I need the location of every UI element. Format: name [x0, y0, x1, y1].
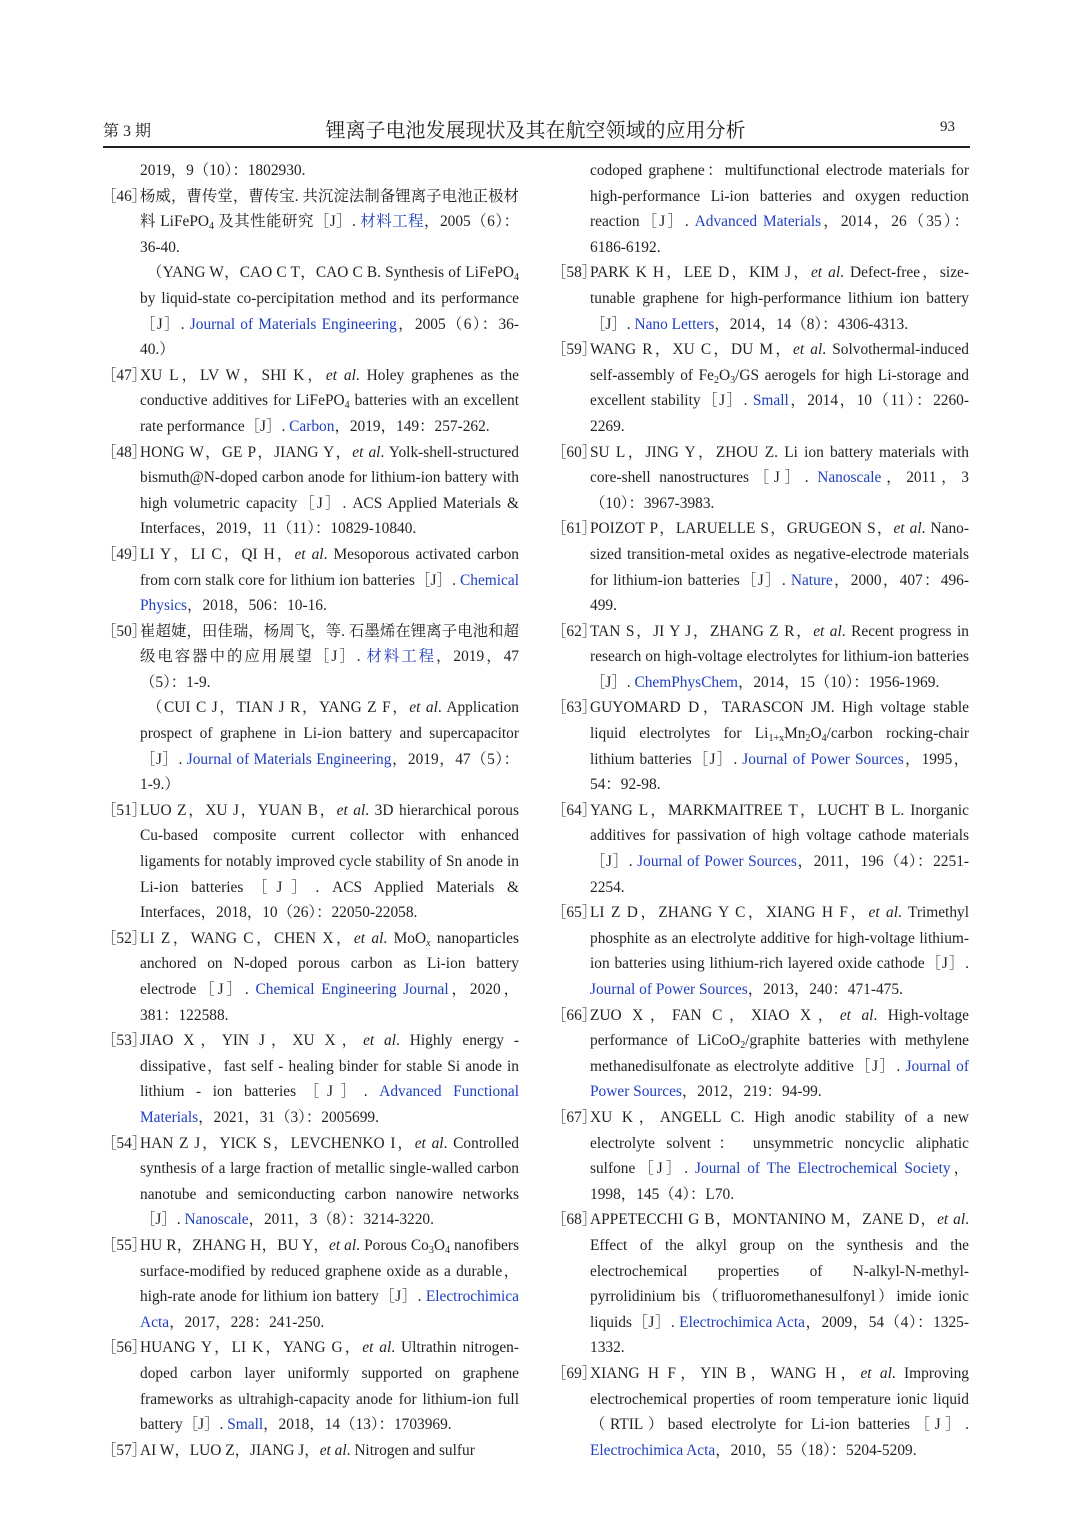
journal-link[interactable]: Nanoscale	[817, 469, 882, 487]
journal-link[interactable]: Nano Letters	[634, 315, 715, 333]
journal-link[interactable]: Journal of Power Sources	[590, 1057, 969, 1101]
journal-link[interactable]: Journal of Power Sources	[742, 750, 904, 768]
reference-66: ［66］ ZUO X，FAN C，XIAO X，et al. High-voltage performance of LiCoO$_2$/graphite batteries with methylene methanedisulfonate as electrolyte additive［J］. Journal of Power Sources，2012，219：94-99.	[551, 1006, 969, 1101]
reference-69: ［69］ XIANG H F，YIN B，WANG H，et al. Improving electrochemical properties of room temperature ionic liquid（RTIL）based electrolyte for Li-ion batteries［J］. Electrochimica Acta，2010，55（18）：5204-5209.	[551, 1364, 970, 1459]
reference-50: ［50］ 崔超婕，田佳瑞，杨周飞，等. 石墨烯在锂离子电池和超级电容器中的应用展望［J］. 材料工程，2019，47（5）：1-9.	[101, 622, 519, 691]
page-number: 93	[940, 119, 955, 135]
reference-57-continuation: codoped graphene：multifunctional electrode materials for high-performance Li-ion batteries and oxygen reduction reaction［J］. Advanced Materials，2014，26（35）：6186-6192.	[590, 162, 970, 256]
reference-60: ［60］ SU L，JING Y，ZHOU Z. Li ion battery materials with core-shell nanostructures［J］. Nanoscale，2011，3（10）：3967-3983.	[551, 443, 969, 512]
reference-55: ［55］ HU R，ZHANG H，BU Y，et al. Porous $Co_3O_4$ nanofibers surface-modified by reduced graphene oxide as a durable，high-rate anode for lithium ion battery［J］. Electrochimica Acta，2017，228：241-250.	[101, 1236, 519, 1331]
journal-link[interactable]: Nanoscale	[184, 1211, 249, 1229]
reference-56: ［56］ HUANG Y，LI K，YANG G，et al. Ultrathin nitrogen-doped carbon layer uniformly supported on graphene frameworks as ultrahigh-capacity anode for lithium-ion full battery［J］. Small，2018，14（13）：1703969.	[101, 1339, 519, 1434]
reference-47: ［47］ XU L，LV W，SHI K，et al. Holey graphenes as the conductive additives for LiFePO$_4$ batteries with an excellent rate performance［J］. Carbon，2019，149：257-262.	[101, 366, 519, 435]
reference-68: ［68］ APPETECCHI G B，MONTANINO M，ZANE D，et al. Effect of the alkyl group on the synthesis and the electrochemical properties of N-alkyl-N-methyl-pyrrolidinium bis（trifluoromethanesulfonyl）imide ionic liquids［J］. Electrochimica Acta，2009，54（4）：1325-1332.	[551, 1211, 969, 1357]
reference-62: ［62］ TAN S，JI Y J，ZHANG Z R，et al. Recent progress in research on high-voltage electrolytes for lithium-ion batteries［J］. ChemPhysChem，2014，15（10）：1956-1969.	[551, 622, 969, 691]
journal-link[interactable]: Journal of The Electrochemical Society	[695, 1160, 951, 1178]
journal-link[interactable]: ChemPhysChem	[634, 673, 738, 691]
reference-46: ［46］ 杨威，曹传堂，曹传宝. 共沉淀法制备锂离子电池正极材料 LiFePO$_4$ 及其性能研究［J］. 材料工程，2005（6）：36-40.	[101, 187, 519, 256]
journal-link[interactable]: Electrochimica Acta	[140, 1288, 519, 1331]
reference-45-continuation: 2019，9（10）：1802930.	[140, 162, 306, 179]
reference-57: ［57］ AI W，LUO Z，JIANG J，et al. Nitrogen and sulfur	[101, 1441, 475, 1459]
reference-67: ［67］ XU K，ANGELL C. High anodic stability of a new electrolyte solvent： unsymmetric noncyclic aliphatic sulfone［J］. Journal of The Electrochemical Society，1998，145（4）：L70.	[551, 1108, 969, 1203]
journal-link[interactable]: Chemical Physics	[140, 571, 519, 615]
reference-46-translation: （YANG W，CAO C T，CAO C B. Synthesis of LiFePO$_4$ by liquid-state co-percipitation method and its performance［J］. Journal of Materials Engineering，2005（6）：36-40.）	[140, 264, 519, 359]
reference-50-translation: （CUI C J，TIAN J R，YANG Z F，et al. Application prospect of graphene in Li-ion battery and supercapacitor［J］. Journal of Materials Engineering，2019，47（5）：1-9.）	[140, 699, 520, 794]
issue-label: 第 3 期	[103, 123, 152, 140]
reference-48: ［48］ HONG W，GE P，JIANG Y，et al. Yolk-shell-structured bismuth@N-doped carbon anode for lithium-ion battery with high volumetric capacity［J］. ACS Applied Materials & Interfaces，2019，11（11）：10829-10840.	[101, 443, 519, 538]
journal-link[interactable]: Small	[752, 392, 789, 410]
reference-59: ［59］ WANG R，XU C，DU M，et al. Solvothermal-induced self-assembly of $Fe_2O_3/GS$ aerogels for high Li-storage and excellent stability［J］. Small，2014，10（11）：2260-2269.	[551, 341, 969, 435]
journal-link[interactable]: Journal of Materials Engineering	[186, 750, 392, 768]
journal-link[interactable]: Advanced Materials	[694, 213, 822, 231]
journal-link[interactable]: Electrochimica Acta	[679, 1313, 805, 1331]
running-title: 锂离子电池发展现状及其在航空领域的应用分析	[325, 120, 746, 142]
reference-63: ［63］ GUYOMARD D，TARASCON JM. High voltage stable liquid electrolytes for $Li_{1+x}Mn_2O_4$/carbon rocking-chair lithium batteries［J］. Journal of Power Sources，1995，54：92-98.	[551, 699, 969, 794]
journal-link[interactable]: Electrochimica Acta	[590, 1441, 716, 1459]
journal-link[interactable]: Chemical Engineering Journal	[255, 981, 449, 998]
reference-54: ［54］ HAN Z J，YICK S，LEVCHENKO I，et al. Controlled synthesis of a large fraction of metallic single-walled carbon nanotube and semiconducting carbon nanowire networks［J］. Nanoscale，2011，3（8）：3214-3220.	[101, 1134, 519, 1229]
reference-49: ［49］ LI Y，LI C，QI H，et al. Mesoporous activated carbon from corn stalk core for lithium ion batteries［J］. Chemical Physics，2018，506：10-16.	[101, 545, 519, 615]
header-rule	[103, 146, 970, 148]
journal-link[interactable]: 材料工程	[360, 213, 425, 231]
journal-link[interactable]: Journal of Power Sources	[590, 981, 748, 998]
reference-52: ［52］ LI Z，WANG C，CHEN X，et al. MoO$_x$ nanoparticles anchored on N-doped porous carbon as Li-ion battery electrode［J］. Chemical Engineering Journal，2020，381：122588.	[101, 929, 519, 1024]
journal-link[interactable]: Journal of Power Sources	[637, 853, 797, 871]
reference-58: ［58］ PARK K H，LEE D，KIM J，et al. Defect-free，size-tunable graphene for high-performance lithium ion battery［J］. Nano Letters，2014，14（8）：4306-4313.	[551, 264, 969, 333]
journal-link[interactable]: Journal of Materials Engineering	[189, 315, 397, 333]
journal-link[interactable]: Carbon	[289, 417, 335, 435]
right-column	[551, 158, 969, 1463]
left-column	[101, 158, 519, 1463]
reference-61: ［61］ POIZOT P，LARUELLE S，GRUGEON S，et al. Nano-sized transition-metal oxides as negative-electrode materials for lithium-ion batteries［J］. Nature，2000，407：496-499.	[551, 520, 969, 615]
reference-53: ［53］ JIAO X，YIN J，XU X，et al. Highly energy ‐ dissipative，fast self ‐ healing binder for stable Si anode in lithium ‐ ion batteries［J］. Advanced Functional Materials，2021，31（3）：2005699.	[101, 1032, 519, 1126]
reference-65: ［65］ LI Z D，ZHANG Y C，XIANG H F，et al. Trimethyl phosphite as an electrolyte additive for high-voltage lithium-ion batteries using lithium-rich layered oxide cathode［J］. Journal of Power Sources，2013，240：471-475.	[551, 904, 969, 998]
journal-link[interactable]: Advanced Functional Materials	[140, 1083, 519, 1126]
reference-51: ［51］ LUO Z，XU J，YUAN B，et al. 3D hierarchical porous Cu-based composite current collector with enhanced ligaments for notably improved cycle stability of Sn anode in Li-ion batteries［J］. ACS Applied Materials & Interfaces，2018，10（26）：22050-22058.	[101, 801, 519, 922]
journal-link[interactable]: 材料工程	[366, 648, 437, 666]
journal-link[interactable]: Nature	[790, 571, 833, 589]
reference-64: ［64］ YANG L，MARKMAITREE T，LUCHT B L. Inorganic additives for passivation of high voltage cathode materials［J］. Journal of Power Sources，2011，196（4）：2251-2254.	[551, 801, 970, 896]
journal-link[interactable]: Small	[227, 1416, 264, 1434]
